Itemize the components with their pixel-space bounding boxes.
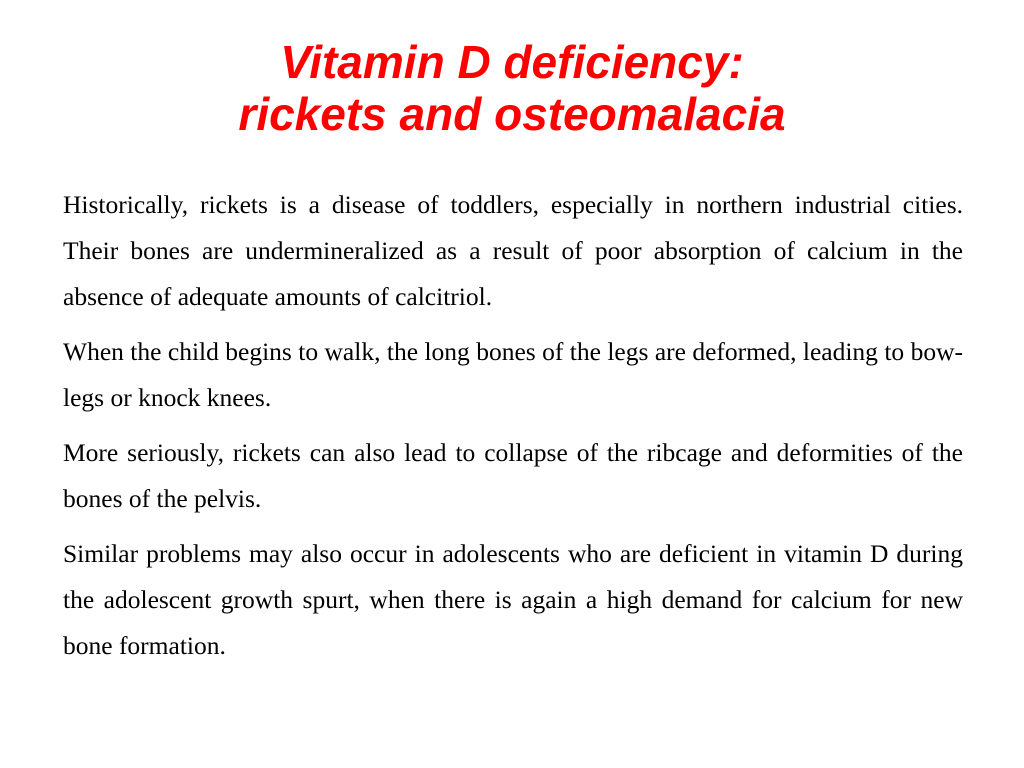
paragraph-adolescents: Similar problems may also occur in adolescents who are deficient in vitamin D during the adolescent growth spurt, when there is again a high demand for calcium for new bone formation.: [63, 539, 963, 660]
paragraph-history: Historically, rickets is a disease of toddlers, especially in northern industrial cities. Their bones are undermineralized as a result of poor absorption of calcium in the absence of adequate amounts of calcitriol.: [63, 190, 963, 311]
title-line-1: Vitamin D deficiency:: [280, 36, 744, 88]
paragraph-walking: When the child begins to walk, the long bones of the legs are deformed, leading to bow-legs or knock knees.: [63, 337, 963, 412]
paragraph-ribcage: More seriously, rickets can also lead to collapse of the ribcage and deformities of the bones of the pelvis.: [63, 438, 963, 513]
slide-title: [0, 36, 1024, 140]
slide-body: [63, 182, 963, 678]
title-line-2: rickets and osteomalacia: [238, 88, 786, 140]
